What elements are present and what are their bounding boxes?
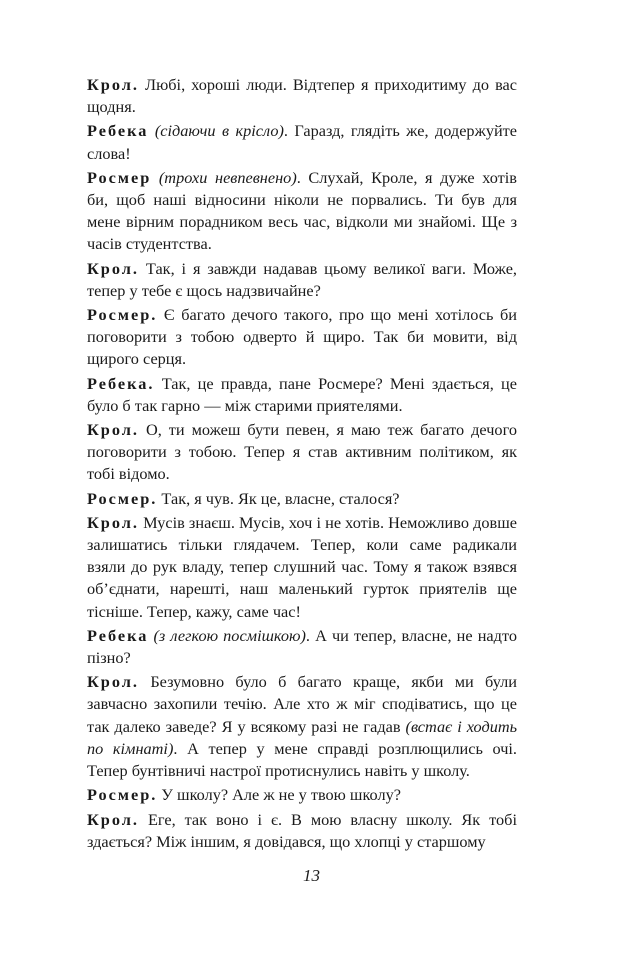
- dialogue-paragraph: [87, 671, 517, 782]
- stage-direction: (встає і ходить по кімнаті): [87, 716, 518, 758]
- line-text: О, ти можеш бути певен, я маю теж багато дечого поговорити з тобою. Тепер я став активним політиком, як тобі відомо.: [87, 420, 517, 484]
- dialogue-paragraph: [87, 373, 517, 417]
- dialogue-paragraph: [87, 74, 517, 118]
- speaker-name: Росмер.: [87, 785, 158, 805]
- dialogue-paragraph: [87, 512, 517, 623]
- line-text: У школу? Але ж не у твою школу?: [157, 785, 401, 805]
- line-text: Так, я чув. Як це, власне, сталося?: [157, 488, 400, 508]
- speaker-name: Крол.: [87, 420, 139, 440]
- speaker-name: Крол.: [87, 672, 139, 692]
- speaker-name: Ребека: [87, 625, 149, 645]
- line-text: [151, 168, 159, 187]
- dialogue-paragraph: [87, 120, 517, 164]
- speaker-name: Крол.: [87, 75, 139, 94]
- line-text: Так, і я завжди надавав цьому великої ваги. Може, тепер у тебе є щось надзвичайне?: [87, 258, 517, 300]
- dialogue-paragraph: [87, 488, 517, 510]
- line-text: Любі, хороші люди. Відтепер я приходитиму до вас щодня.: [87, 75, 517, 117]
- line-text: Безумовно було б багато краще, якби ми були завчасно захопили течію. Але хто ж міг сподіватись, що це так далеко заведе? Я у всякому разі не гадав: [87, 672, 517, 736]
- page-number: 13: [303, 866, 320, 885]
- speaker-name: Ребека: [87, 121, 149, 141]
- dialogue-paragraph: [87, 258, 517, 302]
- speaker-name: Ребека.: [87, 373, 155, 393]
- line-text: Еге, так воно і є. В мою власну школу. Як тобі здається? Між іншим, я довідався, що хлопці у старшому: [87, 809, 517, 851]
- dialogue-paragraph: [87, 167, 517, 256]
- line-text: Є багато дечого такого, про що мені хотілось би поговорити з тобою одверто й щиро. Так би мовити, від щирого серця.: [87, 305, 517, 369]
- speaker-name: Росмер.: [87, 305, 158, 325]
- dialogue-paragraph: [87, 809, 517, 853]
- speaker-name: Росмер: [87, 167, 152, 187]
- line-text: . Гаразд, глядіть же, додержуйте слова!: [87, 121, 518, 163]
- stage-direction: (сідаючи в крісло): [154, 121, 284, 141]
- dialogue-paragraph: [87, 784, 517, 806]
- stage-direction: (трохи невпевнено): [158, 167, 297, 187]
- speaker-name: Крол.: [87, 258, 139, 278]
- line-text: . Слухай, Кроле, я дуже хотів би, щоб наші відносини ніколи не порвались. Ти був для мене вірним порадником весь час, відколи ми знайомі. Ще з часів студентства.: [87, 167, 517, 254]
- dialogue-paragraph: [87, 419, 517, 486]
- speaker-name: Росмер.: [87, 488, 158, 508]
- line-text: Так, це правда, пане Росмере? Мені здається, це було б так гарно — між старими приятелями.: [87, 373, 517, 415]
- stage-direction: (з легкою посмішкою): [153, 625, 306, 645]
- line-text: . А чи тепер, власне, не надто пізно?: [87, 625, 517, 668]
- speaker-name: Крол.: [87, 809, 139, 829]
- dialogue-text: [87, 74, 517, 855]
- line-text: Мусів знаєш. Мусів, хоч і не хотів. Неможливо довше залишатись тільки глядачем. Тепер, коли саме радикали взяли до рук владу, тепер слушний час. Тому я також взявся об’єднати, нарешті, наш маленький гурток приятелів ще тісніше. Тепер, кажу, саме час!: [87, 512, 517, 621]
- dialogue-paragraph: [87, 304, 517, 371]
- dialogue-paragraph: [87, 625, 517, 669]
- line-text: . А тепер у мене справді розплющились очі. Тепер бунтівничі настрої протиснулись навіть у школу.: [87, 738, 517, 781]
- speaker-name: Крол.: [87, 512, 139, 532]
